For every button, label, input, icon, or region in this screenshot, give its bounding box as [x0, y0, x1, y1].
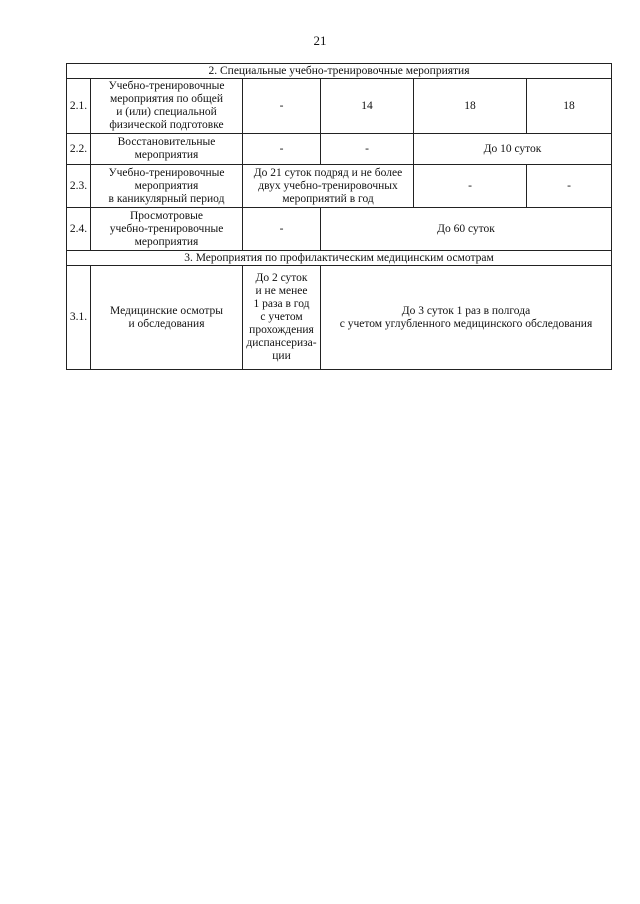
value-cell: 18 [414, 79, 527, 134]
section-title: 3. Мероприятия по профилактическим медицинским осмотрам [67, 251, 612, 266]
training-events-table [66, 63, 612, 370]
value-cell: До 21 суток подряд и не более двух учебно-тренировочных мероприятий в год [243, 165, 414, 208]
page-number: 21 [313, 33, 327, 48]
table-row [67, 266, 612, 370]
value-cell: До 10 суток [414, 134, 612, 165]
table-row [67, 165, 612, 208]
event-name: Учебно-тренировочные мероприятия по общей и (или) специальной физической подготовке [91, 79, 243, 134]
value-cell: - [243, 79, 321, 134]
value-cell: - [243, 208, 321, 251]
event-name: Учебно-тренировочные мероприятия в каникулярный период [91, 165, 243, 208]
row-number: 2.2. [67, 134, 91, 165]
row-number: 2.1. [67, 79, 91, 134]
value-cell: - [414, 165, 527, 208]
section-title: 2. Специальные учебно-тренировочные мероприятия [67, 64, 612, 79]
value-cell: 14 [321, 79, 414, 134]
event-name: Восстановительные мероприятия [91, 134, 243, 165]
section-header-row [67, 64, 612, 79]
value-cell: До 3 суток 1 раз в полгода с учетом углубленного медицинского обследования [321, 266, 612, 370]
row-number: 2.4. [67, 208, 91, 251]
row-number: 3.1. [67, 266, 91, 370]
value-cell: До 2 суток и не менее 1 раза в год с учетом прохождения диспансериза- ции [243, 266, 321, 370]
event-name: Медицинские осмотры и обследования [91, 266, 243, 370]
event-name: Просмотровые учебно-тренировочные мероприятия [91, 208, 243, 251]
value-cell: 18 [527, 79, 612, 134]
value-cell: - [321, 134, 414, 165]
value-cell: - [527, 165, 612, 208]
row-number: 2.3. [67, 165, 91, 208]
table-row [67, 208, 612, 251]
table-row [67, 134, 612, 165]
value-cell: До 60 суток [321, 208, 612, 251]
value-cell: - [243, 134, 321, 165]
section-header-row [67, 251, 612, 266]
table-row [67, 79, 612, 134]
